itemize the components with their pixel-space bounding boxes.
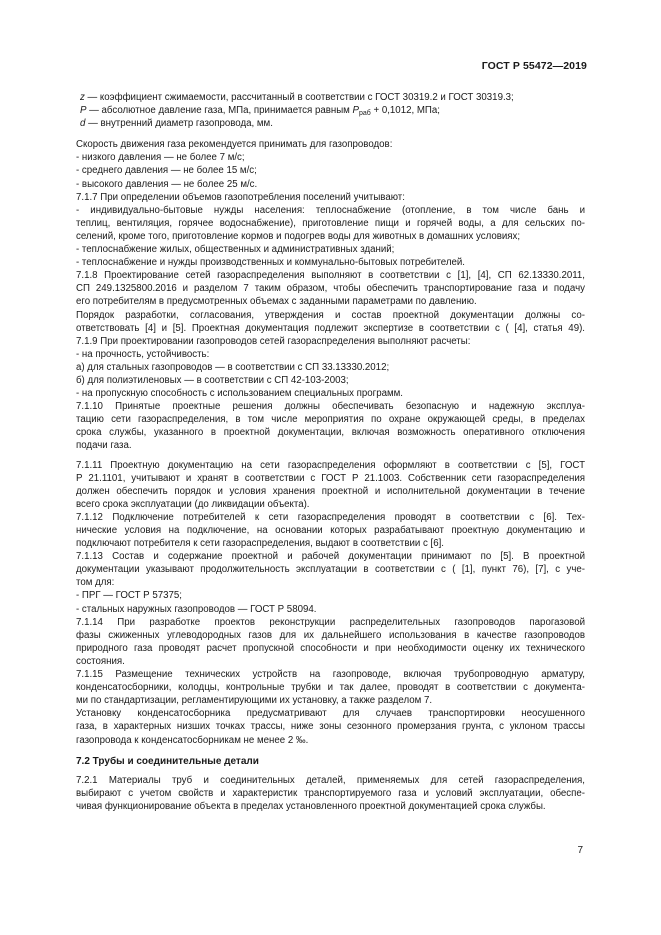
text-line: его потребителям в предусмотренных объемах с заданными параметрами по давлению. — [76, 296, 477, 308]
text-line: - на прочность, устойчивость: — [76, 348, 210, 360]
text-line: всего срока эксплуатации (до ликвидации объекта). — [76, 498, 310, 510]
text-line: чивая функционирование объекта в пределах установленного проектной документацией срока службы. — [76, 800, 546, 812]
text-line: должен обеспечить порядок и условия хранения проектной и исполнительной документации в течение — [76, 485, 585, 497]
definition-d: d — внутренний диаметр газопровода, мм. — [80, 118, 273, 130]
text-line: Установку конденсатосборника предусматривают для случаев транспортировки неосушенного — [76, 708, 585, 720]
text-line: ми по стандартизации, регламентирующими их установку, а также разделом 7. — [76, 695, 433, 707]
text-line: 7.1.9 При проектировании газопроводов сетей газораспределения выполняют расчеты: — [76, 335, 471, 347]
text-line: 7.1.13 Состав и содержание проектной и рабочей документации принимают по [5]. В проектной — [76, 551, 585, 563]
text-line: СП 249.1325800.2016 и разделом 7 таким образом, чтобы обеспечить транспортирование газа и подачу — [76, 283, 585, 295]
text-line: природного газа проводят расчет пропускной способности и при необходимости оценку их технического — [76, 642, 585, 654]
document-body — [76, 91, 585, 813]
definition-p: P — абсолютное давление газа, МПа, принимается равным $P_{раб} + 0,1012$, МПа; — [80, 105, 440, 118]
text-line: том для: — [76, 577, 115, 589]
text-line: 7.1.7 При определении объемов газопотребления поселений учитывают: — [76, 191, 405, 203]
text-line: - низкого давления — не более 7 м/с; — [76, 152, 245, 164]
definition-z: z — коэффициент сжимаемости, рассчитанный в соответствии с ГОСТ 30319.2 и ГОСТ 30319.3; — [80, 92, 514, 103]
text-line: газа, в характерных низших точках трассы, ниже зоны сезонного промерзания грунта, с уклоном трассы — [76, 721, 585, 733]
text-line: 7.1.8 Проектирование сетей газораспределения выполняют в соответствии с [1], [4], СП 62.13330.2011, — [76, 270, 585, 282]
text-line: фазы сжиженных углеводородных газов для их дальнейшего использования в качестве газопроводов — [76, 629, 585, 641]
text-line: Порядок разработки, согласования, утверждения и состав проектной документации должны со- — [76, 309, 585, 321]
text-line: 7.1.14 При разработке проектов реконструкции распределительных газопроводов парогазовой — [76, 616, 585, 628]
text-line: Р 21.1101, учитывают и хранят в соответствии с ГОСТ Р 21.1003. Собственник сети газораспределения — [76, 472, 585, 484]
text-line: 7.1.10 Принятые проектные решения должны обеспечивать безопасную и надежную эксплуа- — [76, 401, 585, 413]
text-line: - теплоснабжение жилых, общественных и административных зданий; — [76, 244, 395, 256]
text-line: газопровода к конденсатосборникам не менее 2 ‰. — [76, 734, 309, 746]
text-line: - на пропускную способность с использованием специальных программ. — [76, 388, 403, 400]
text-line: нические условия на подключение, на основании которых разрабатывают проектную документацию и — [76, 525, 585, 536]
text-line: - высокого давления — не более 25 м/с. — [76, 178, 258, 190]
text-line: 7.1.11 Проектную документацию на сети газораспределения оформляют в соответствии с [5], ГОСТ — [76, 459, 585, 471]
text-line: - теплоснабжение и нужды производственных и коммунально-бытовых потребителей. — [76, 257, 465, 269]
text-line: выбирают с учетом свойств и характеристик транспортируемого газа и условий эксплуатации, обеспе- — [76, 787, 585, 799]
text-line: состояния. — [76, 655, 125, 667]
document-header: ГОСТ Р 55472—2019 — [481, 60, 587, 72]
text-line: конденсатосборники, колодцы, контрольные трубки и так далее, проводят в соответствии с документа- — [76, 682, 585, 694]
section-heading: 7.2 Трубы и соединительные детали — [76, 755, 259, 767]
text-line: теплиц, вентиляция, горячее водоснабжение), приготовление пищи и горячей воды, а для сельских по- — [76, 217, 585, 229]
text-line: б) для полиэтиленовых — в соответствии с СП 42-103-2003; — [76, 374, 349, 386]
text-line: 7.2.1 Материалы труб и соединительных деталей, применяемых для сетей газораспределения, — [76, 774, 585, 786]
text-line: 7.1.12 Подключение потребителей к сети газораспределения проводят в соответствии с [6]. Тех- — [76, 511, 585, 523]
text-line: Скорость движения газа рекомендуется принимать для газопроводов: — [76, 139, 393, 151]
text-line: - индивидуально-бытовые нужды населения: теплоснабжение (отопление, в том числе бань и — [76, 204, 585, 216]
page-number: 7 — [577, 845, 583, 856]
text-line: селений, кроме того, приготовление кормов и подогрев воды для животных в домашних условиях; — [76, 230, 521, 242]
text-line: тацию сети газораспределения, в том числе мероприятия по охране окружающей среды, в пределах — [76, 414, 585, 426]
text-line: ответствовать [4] и [5]. Проектная документация подлежит экспертизе в соответствии с ( [4], статья 49). — [76, 322, 585, 334]
text-line: документации указывают продолжительность эксплуатации в соответствии с ( [1], пункт 76), [7], с уче- — [76, 564, 585, 576]
text-line: подключают потребителя к сети газораспределения, выдают в соответствии с [6]. — [76, 538, 444, 550]
text-line: 7.1.15 Размещение технических устройств на газопроводе, включая трубопроводную арматуру, — [76, 669, 585, 681]
text-line: - стальных наружных газопроводов — ГОСТ Р 58094. — [76, 603, 317, 615]
text-line: а) для стальных газопроводов — в соответствии с СП 33.13330.2012; — [76, 361, 390, 373]
text-line: подачи газа. — [76, 440, 132, 452]
text-line: - среднего давления — не более 15 м/с; — [76, 165, 257, 177]
text-line: - ПРГ — ГОСТ Р 57375; — [76, 590, 182, 602]
text-line: срока службы, указанного в проектной документации, включая возможность оперативного отключения — [76, 427, 585, 439]
